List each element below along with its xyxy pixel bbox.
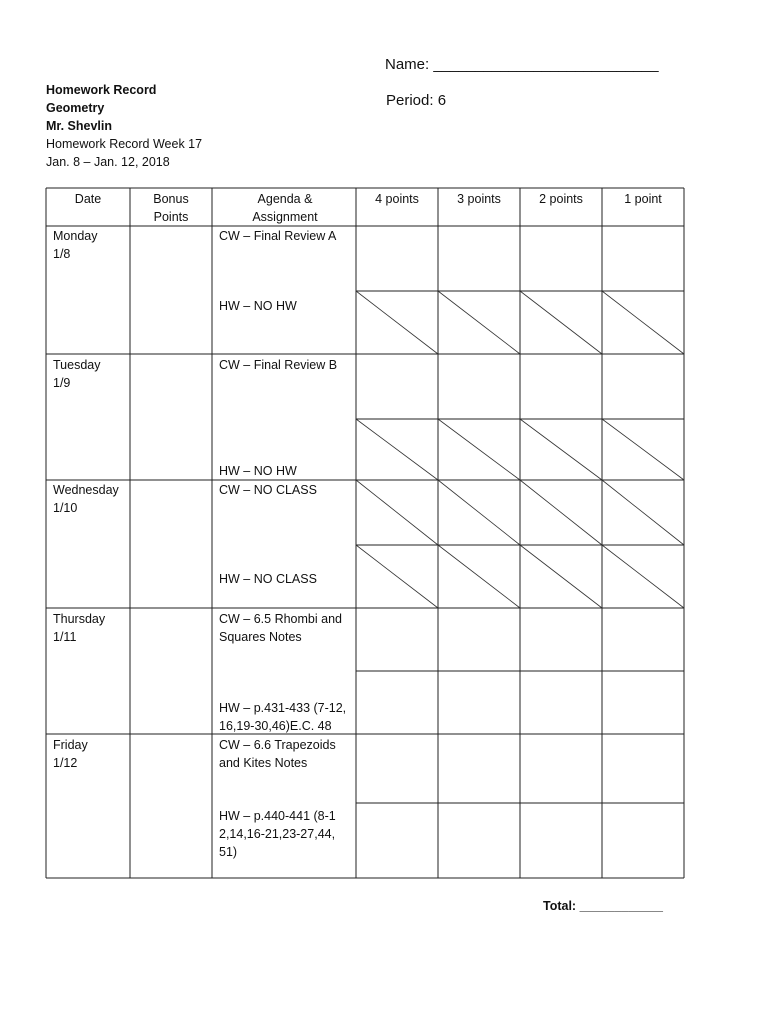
- crossed-out-cell-slash: [356, 545, 438, 608]
- crossed-out-cell-slash: [438, 480, 520, 545]
- crossed-out-cell-slash: [520, 291, 602, 354]
- day-cell-monday: [53, 227, 128, 263]
- classwork-monday: CW – Final Review A: [219, 229, 337, 243]
- day-date: 1/8: [53, 247, 71, 261]
- homework-wednesday: HW – NO CLASS: [219, 572, 317, 586]
- homework-monday: HW – NO HW: [219, 299, 297, 313]
- day-date: 1/11: [53, 630, 77, 644]
- crossed-out-cell-slash: [520, 419, 602, 480]
- total-field: Total: ____________: [543, 899, 663, 913]
- crossed-out-cell-slash: [356, 480, 438, 545]
- column-header-4-points: 4 points: [375, 192, 419, 206]
- crossed-out-cell-slash: [520, 480, 602, 545]
- column-header-1-point: 1 point: [624, 192, 662, 206]
- column-header-2-points: 2 points: [539, 192, 583, 206]
- column-header-agenda: Agenda & Assignment: [252, 192, 318, 224]
- homework-friday: HW – p.440-441 (8-12,14,16-21,23-27,44,51): [219, 809, 336, 859]
- homework-tuesday: HW – NO HW: [219, 464, 297, 478]
- date-range-label: Jan. 8 – Jan. 12, 2018: [46, 155, 170, 169]
- week-label: Homework Record Week 17: [46, 137, 203, 151]
- document-title: Homework Record: [46, 83, 157, 97]
- day-date: 1/12: [53, 756, 78, 770]
- column-header-bonus: Bonus Points: [153, 192, 189, 224]
- day-cell-friday: [53, 736, 128, 772]
- crossed-out-cell-slash: [602, 419, 684, 480]
- name-field: Name: ___________________________: [385, 56, 659, 73]
- crossed-out-cell-slash: [356, 291, 438, 354]
- classwork-thursday: CW – 6.5 Rhombi and Squares Notes: [219, 612, 342, 644]
- day-cell-tuesday: [53, 356, 128, 392]
- classwork-tuesday: CW – Final Review B: [219, 358, 338, 372]
- crossed-out-cell-slash: [520, 545, 602, 608]
- classwork-friday: CW – 6.6 Trapezoids and Kites Notes: [219, 738, 336, 770]
- day-date: 1/10: [53, 501, 78, 515]
- day-cell-thursday: [53, 610, 128, 646]
- period-field: Period: 6: [386, 92, 447, 109]
- column-header-date: Date: [74, 192, 102, 206]
- teacher-label: Mr. Shevlin: [46, 119, 112, 133]
- day-date: 1/9: [53, 376, 71, 390]
- crossed-out-cell-slash: [602, 480, 684, 545]
- crossed-out-cell-slash: [438, 419, 520, 480]
- day-name: Thursday: [53, 612, 106, 626]
- day-name: Tuesday: [53, 358, 101, 372]
- day-name: Friday: [53, 738, 88, 752]
- crossed-out-cell-slash: [438, 545, 520, 608]
- classwork-wednesday: CW – NO CLASS: [219, 483, 317, 497]
- day-name: Wednesday: [53, 483, 119, 497]
- day-name: Monday: [53, 229, 98, 243]
- crossed-out-cell-slash: [438, 291, 520, 354]
- homework-thursday: HW – p.431-433 (7-12,16,19-30,46)E.C. 48: [219, 701, 347, 733]
- crossed-out-cell-slash: [602, 291, 684, 354]
- day-cell-wednesday: [53, 481, 128, 517]
- crossed-out-cell-slash: [356, 419, 438, 480]
- column-header-3-points: 3 points: [457, 192, 501, 206]
- crossed-out-cell-slash: [602, 545, 684, 608]
- subject-label: Geometry: [46, 101, 105, 115]
